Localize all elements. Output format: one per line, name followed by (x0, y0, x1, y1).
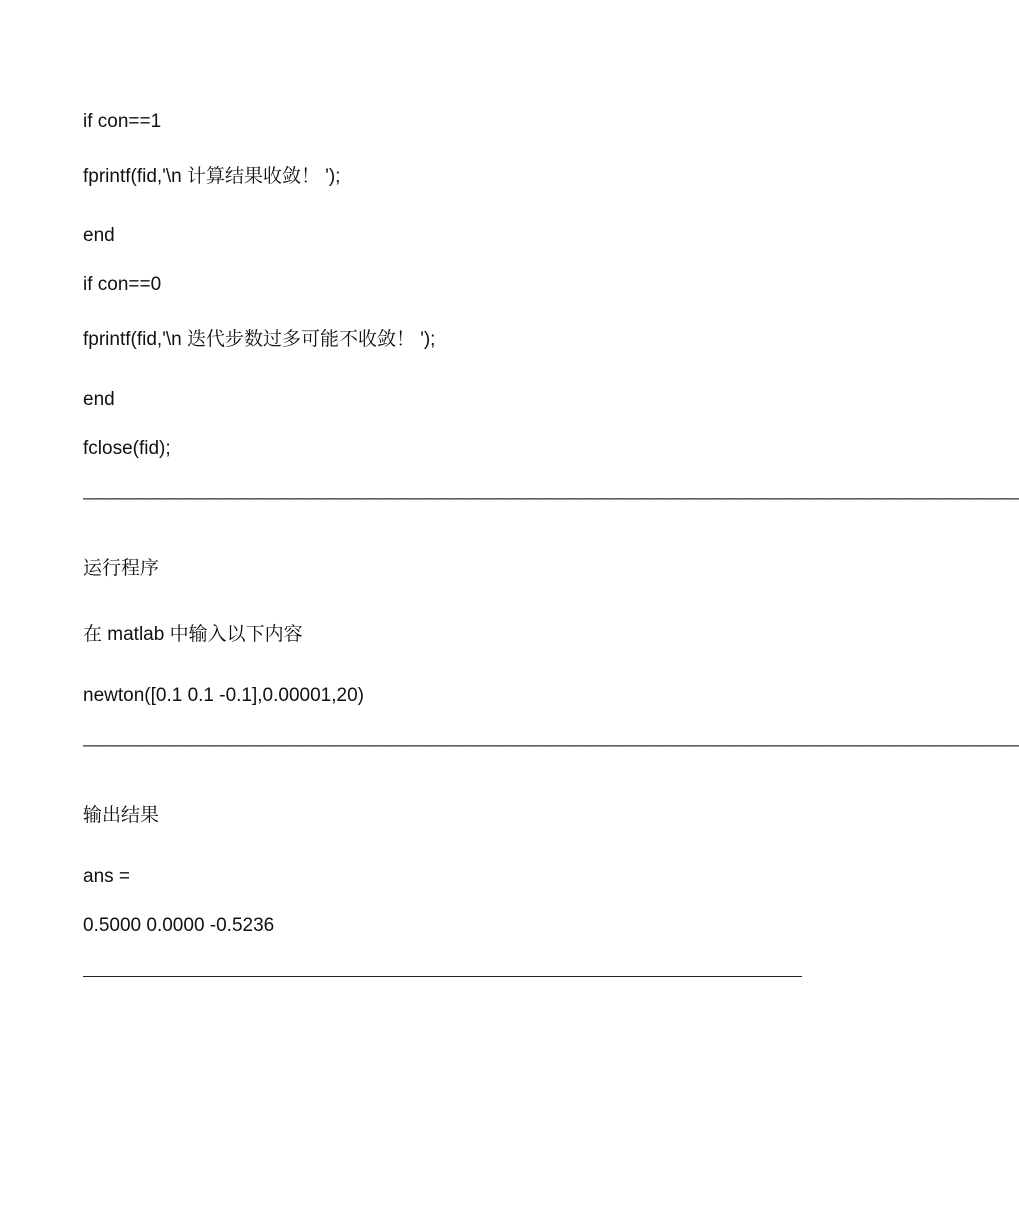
code-line-end-1: end (83, 225, 115, 246)
code-line-end-2: end (83, 389, 115, 410)
code-line-if-con-1: if con==1 (83, 111, 162, 132)
output-heading: 输出结果 (83, 805, 160, 826)
dash-separator-1: ———————————————————————————————————————————————————— (83, 488, 1019, 509)
code-line-fprintf-not-converged: fprintf(fid,'\n 迭代步数过多可能不收敛！ '); (83, 329, 436, 350)
run-instruction: 在 matlab 中输入以下内容 (83, 624, 303, 645)
dash-separator-2: ———————————————————————————————————————————————————— (83, 735, 1019, 756)
code-line-if-con-0: if con==0 (83, 274, 162, 295)
run-command: newton([0.1 0.1 -0.1],0.00001,20) (83, 685, 364, 706)
output-label: ans = (83, 866, 131, 887)
horizontal-rule (83, 976, 802, 977)
code-line-fclose: fclose(fid); (83, 438, 171, 459)
code-line-fprintf-converged: fprintf(fid,'\n 计算结果收敛！ '); (83, 166, 341, 187)
output-values: 0.5000 0.0000 -0.5236 (83, 915, 275, 936)
run-heading: 运行程序 (83, 558, 160, 579)
